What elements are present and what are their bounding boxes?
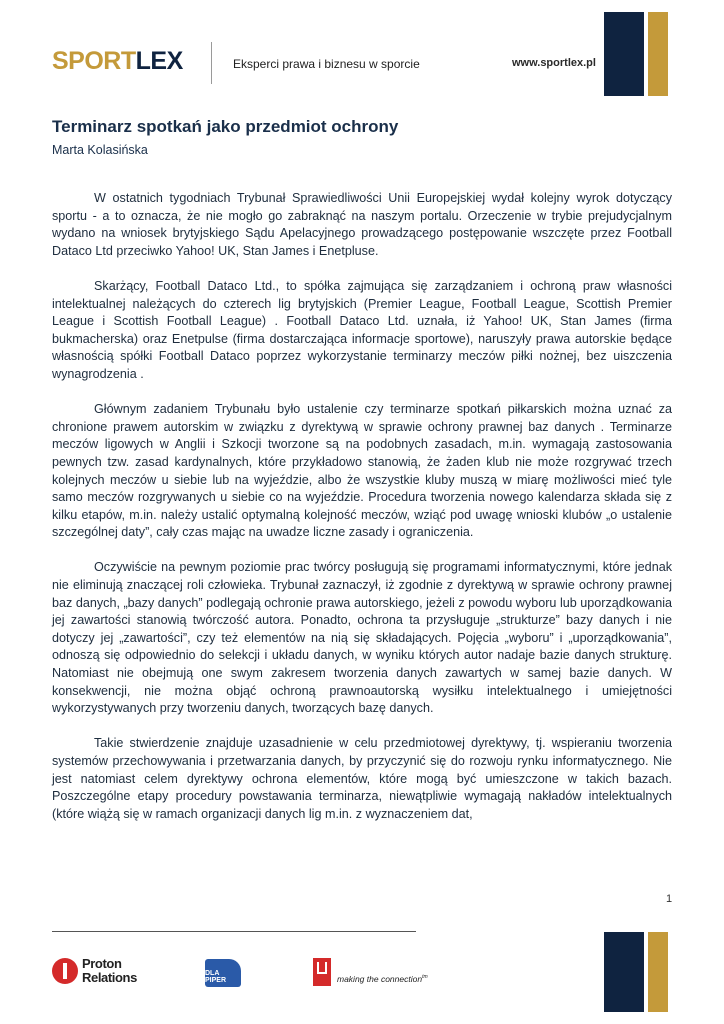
proton-relations-logo[interactable] — [52, 957, 137, 985]
crew-tagline-text: making the connection — [337, 974, 423, 984]
paragraph: Głównym zadaniem Trybunału było ustalenie czy terminarze spotkań piłkarskich można uznać za chronione prawem autorskim w związku z dyrektywą w sprawie ochrony prawnej baz danych . Terminarze meczów ligowych w Anglii i Szkocji tworzone są na podobnych zasadach, m.in. wymagają zastosowania pewnych tzw. zasad kardynalnych, które przykładowo stanowią, że żaden klub nie może rozgrywać trzech kolejnych meczów u siebie lub na wyjeździe, albo że wszystkie kluby muszą w miarę możliwości mieć tyle samo meczów rozgrywanych u siebie co na wyjeździe. Procedura tworzenia nowego kalendarza składa się z kilku etapów, m.in. należy ustalić optymalną kolejność meczów, wziąć pod uwagę wnioski klubów „o ustalenie szczególnej daty”, cały czas mając na uwadze liczne zasady i ograniczenia. — [52, 402, 672, 540]
header-color-bars — [604, 12, 668, 96]
header-tagline: Eksperci prawa i biznesu w sporcie — [233, 57, 420, 71]
article-body — [52, 190, 672, 841]
page-header — [0, 0, 724, 100]
page-number: 1 — [666, 893, 673, 905]
website-link[interactable]: www.sportlex.pl — [512, 57, 596, 69]
crew-tagline — [337, 974, 428, 984]
proton-line2: Relations — [82, 970, 137, 985]
paragraph: Skarżący, Football Dataco Ltd., to spółka zajmująca się zarządzaniem i ochroną praw własności intelektualnej należących do czterech lig brytyjskich (Premier League, Football League, Scottish Premier League i Scottish Football League) . Football Dataco Ltd. uznała, iż Yahoo! UK, Stan James (firma bukmacherska) oraz Enetpulse (firma dostarczająca informacje sportowe), naruszyły prawa autorskie będące własnością spółki Football Dataco poprzez wykorzystanie terminarzy meczów piłki nożnej, bez uiszczenia wynagrodzenia . — [52, 278, 672, 381]
navy-bar — [604, 932, 644, 1012]
dla-piper-logo[interactable] — [205, 958, 241, 988]
article-title: Terminarz spotkań jako przedmiot ochrony — [52, 117, 399, 136]
paragraph: W ostatnich tygodniach Trybunał Sprawiedliwości Unii Europejskiej wydał kolejny wyrok dotyczący sportu - a to oznacza, że nie mogło go zabraknąć na naszym portalu. Orzeczenie w trybie prejudycjalnym wydano na wniosek brytyjskiego Sądu Apelacyjnego prowadzącego postępowanie wszczęte przez Football Dataco Ltd przeciwko Yahoo! UK, Stan James i Enetpluse. — [52, 191, 672, 258]
sportlex-logo[interactable] — [52, 49, 183, 74]
header-divider — [211, 42, 212, 84]
gold-bar — [648, 12, 668, 96]
dla-piper-icon — [205, 959, 241, 987]
dla-piper-text: DLA PIPER — [205, 970, 227, 984]
paragraph: Oczywiście na pewnym poziomie prac twórcy posługują się programami informatycznymi, które jednak nie eliminują znaczącej roli człowieka. Trybunał zaznaczył, iż zgodnie z dyrektywą w sprawie ochrony prawnej baz danych, „bazy danych” podlegają ochronie prawa autorskiego, jeżeli z powodu wyboru lub uporządkowania jej zawartości stanowią twórczość autora. Ponadto, ochrona ta przysługuje „strukturze” bazy danych i nie dotyczy jej „zawartości”, czy też elementów na nią się składających. Pojęcia „wyboru” i „uporządkowania”, odnoszą się odpowiednio do selekcji i układu danych, w wyniku których autor nadaje bazie danych strukturę. Natomiast nie obejmują one swym zakresem tworzenia danych zawartych w samej bazie danych. W konsekwencji, nie można objąć ochroną prawnoautorską wysiłku intelektualnego i umiejętności wykorzystywanych przy tworzeniu danych, tworzących bazę danych. — [52, 560, 672, 716]
paragraph: Takie stwierdzenie znajduje uzasadnienie w celu przedmiotowej dyrektywy, tj. wspieraniu tworzenia systemów przechowywania i przetwarzania danych, by przyczynić się do rozwoju rynku informatycznego. Nie jest natomiast celem dyrektywy ochrona elementów, które mogą być umieszczone w takich bazach. Poszczególne etapy procedury powstawania terminarza, niewątpliwie wymagają nakładów intelektualnych (które wiążą się w ramach organizacji danych lig m.in. z wyznaczeniem dat, — [52, 736, 672, 821]
crew-logo[interactable] — [313, 958, 428, 986]
logo-sport: SPORT — [52, 47, 136, 75]
crew-icon — [313, 958, 331, 986]
footer-color-bars — [604, 932, 668, 1012]
gold-bar — [648, 932, 668, 1012]
footer-divider — [52, 931, 416, 932]
crew-trademark: tm — [422, 974, 428, 981]
proton-icon — [52, 958, 78, 984]
proton-line1: Proton — [82, 956, 122, 971]
navy-bar — [604, 12, 644, 96]
proton-text — [82, 957, 137, 985]
article-author: Marta Kolasińska — [52, 143, 148, 157]
logo-lex: LEX — [135, 47, 183, 75]
